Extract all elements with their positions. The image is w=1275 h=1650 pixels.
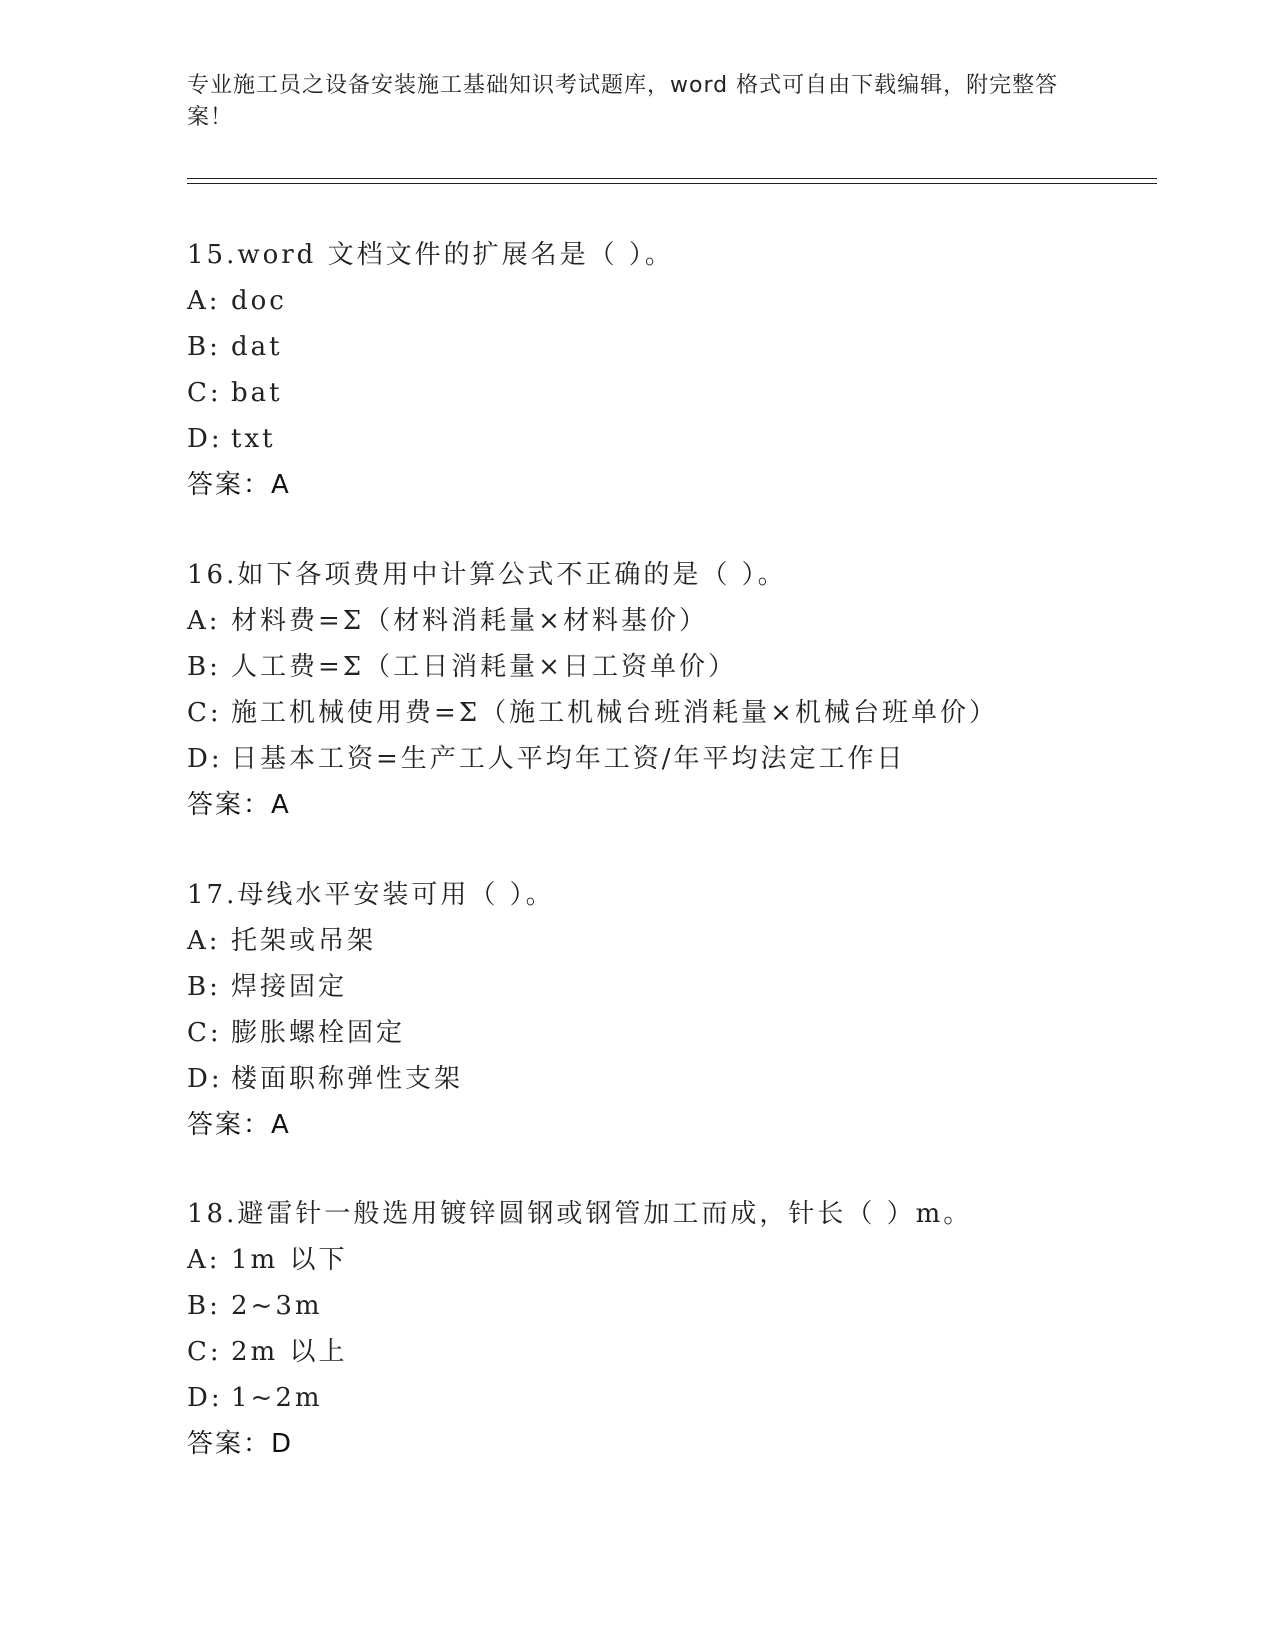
option-text: 楼面职称弹性支架 [231, 1064, 464, 1094]
option-letter: A: [187, 926, 221, 956]
option-a [187, 924, 1187, 970]
option-d [187, 1062, 1187, 1108]
option-letter: B: [187, 972, 221, 1002]
option-a [187, 1243, 1187, 1289]
option-letter: B: [187, 332, 221, 362]
option-b [187, 1289, 1187, 1335]
option-c [187, 1016, 1187, 1062]
header-rule-bottom [187, 183, 1157, 184]
option-c [187, 696, 1187, 742]
option-text: 膨胀螺栓固定 [231, 1018, 406, 1048]
option-d [187, 742, 1187, 788]
option-text: 1~2m [231, 1383, 323, 1413]
option-a [187, 604, 1187, 650]
option-letter: D: [187, 744, 223, 774]
option-text: 施工机械使用费=Σ（施工机械台班消耗量×机械台班单价） [231, 698, 998, 728]
option-text: txt [231, 424, 276, 454]
question-stem: 17.母线水平安装可用（ ）。 [187, 880, 555, 910]
option-text: 焊接固定 [231, 972, 348, 1002]
option-letter: C: [187, 698, 222, 728]
option-text: 2m 以上 [231, 1337, 348, 1367]
option-letter: B: [187, 652, 221, 682]
question-stem: 15.word 文档文件的扩展名是（ ）。 [187, 240, 674, 270]
option-letter: C: [187, 1337, 222, 1367]
option-text: 材料费=Σ（材料消耗量×材料基价） [231, 606, 708, 636]
option-text: bat [231, 378, 283, 408]
option-c [187, 376, 1187, 422]
option-text: 日基本工资=生产工人平均年工资/年平均法定工作日 [231, 744, 906, 774]
document-header: 专业施工员之设备安装施工基础知识考试题库，word 格式可自由下载编辑，附完整答案！ [187, 73, 1059, 130]
question-15 [187, 238, 1187, 502]
answer-line: 答案：A [187, 1110, 291, 1140]
question-18 [187, 1197, 1187, 1461]
option-letter: A: [187, 606, 221, 636]
option-text: 托架或吊架 [231, 926, 377, 956]
option-letter: A: [187, 286, 221, 316]
option-a [187, 284, 1187, 330]
option-text: doc [231, 286, 287, 316]
option-text: 1m 以下 [231, 1245, 348, 1275]
option-d [187, 1381, 1187, 1427]
option-text: dat [231, 332, 283, 362]
option-b [187, 970, 1187, 1016]
answer-line: 答案：A [187, 470, 291, 500]
question-stem: 16.如下各项费用中计算公式不正确的是（ ）。 [187, 560, 787, 590]
option-letter: B: [187, 1291, 221, 1321]
question-stem: 18.避雷针一般选用镀锌圆钢或钢管加工而成，针长（ ）m。 [187, 1199, 973, 1229]
option-b [187, 330, 1187, 376]
option-b [187, 650, 1187, 696]
option-d [187, 422, 1187, 468]
option-text: 人工费=Σ（工日消耗量×日工资单价） [231, 652, 737, 682]
option-letter: C: [187, 1018, 222, 1048]
question-17 [187, 878, 1187, 1142]
option-letter: C: [187, 378, 222, 408]
option-c [187, 1335, 1187, 1381]
option-letter: A: [187, 1245, 221, 1275]
option-letter: D: [187, 424, 223, 454]
question-16 [187, 558, 1187, 822]
answer-line: 答案：D [187, 1429, 294, 1459]
option-letter: D: [187, 1064, 223, 1094]
header-rule-top [187, 178, 1157, 179]
answer-line: 答案：A [187, 790, 291, 820]
option-text: 2~3m [231, 1291, 323, 1321]
option-letter: D: [187, 1383, 223, 1413]
